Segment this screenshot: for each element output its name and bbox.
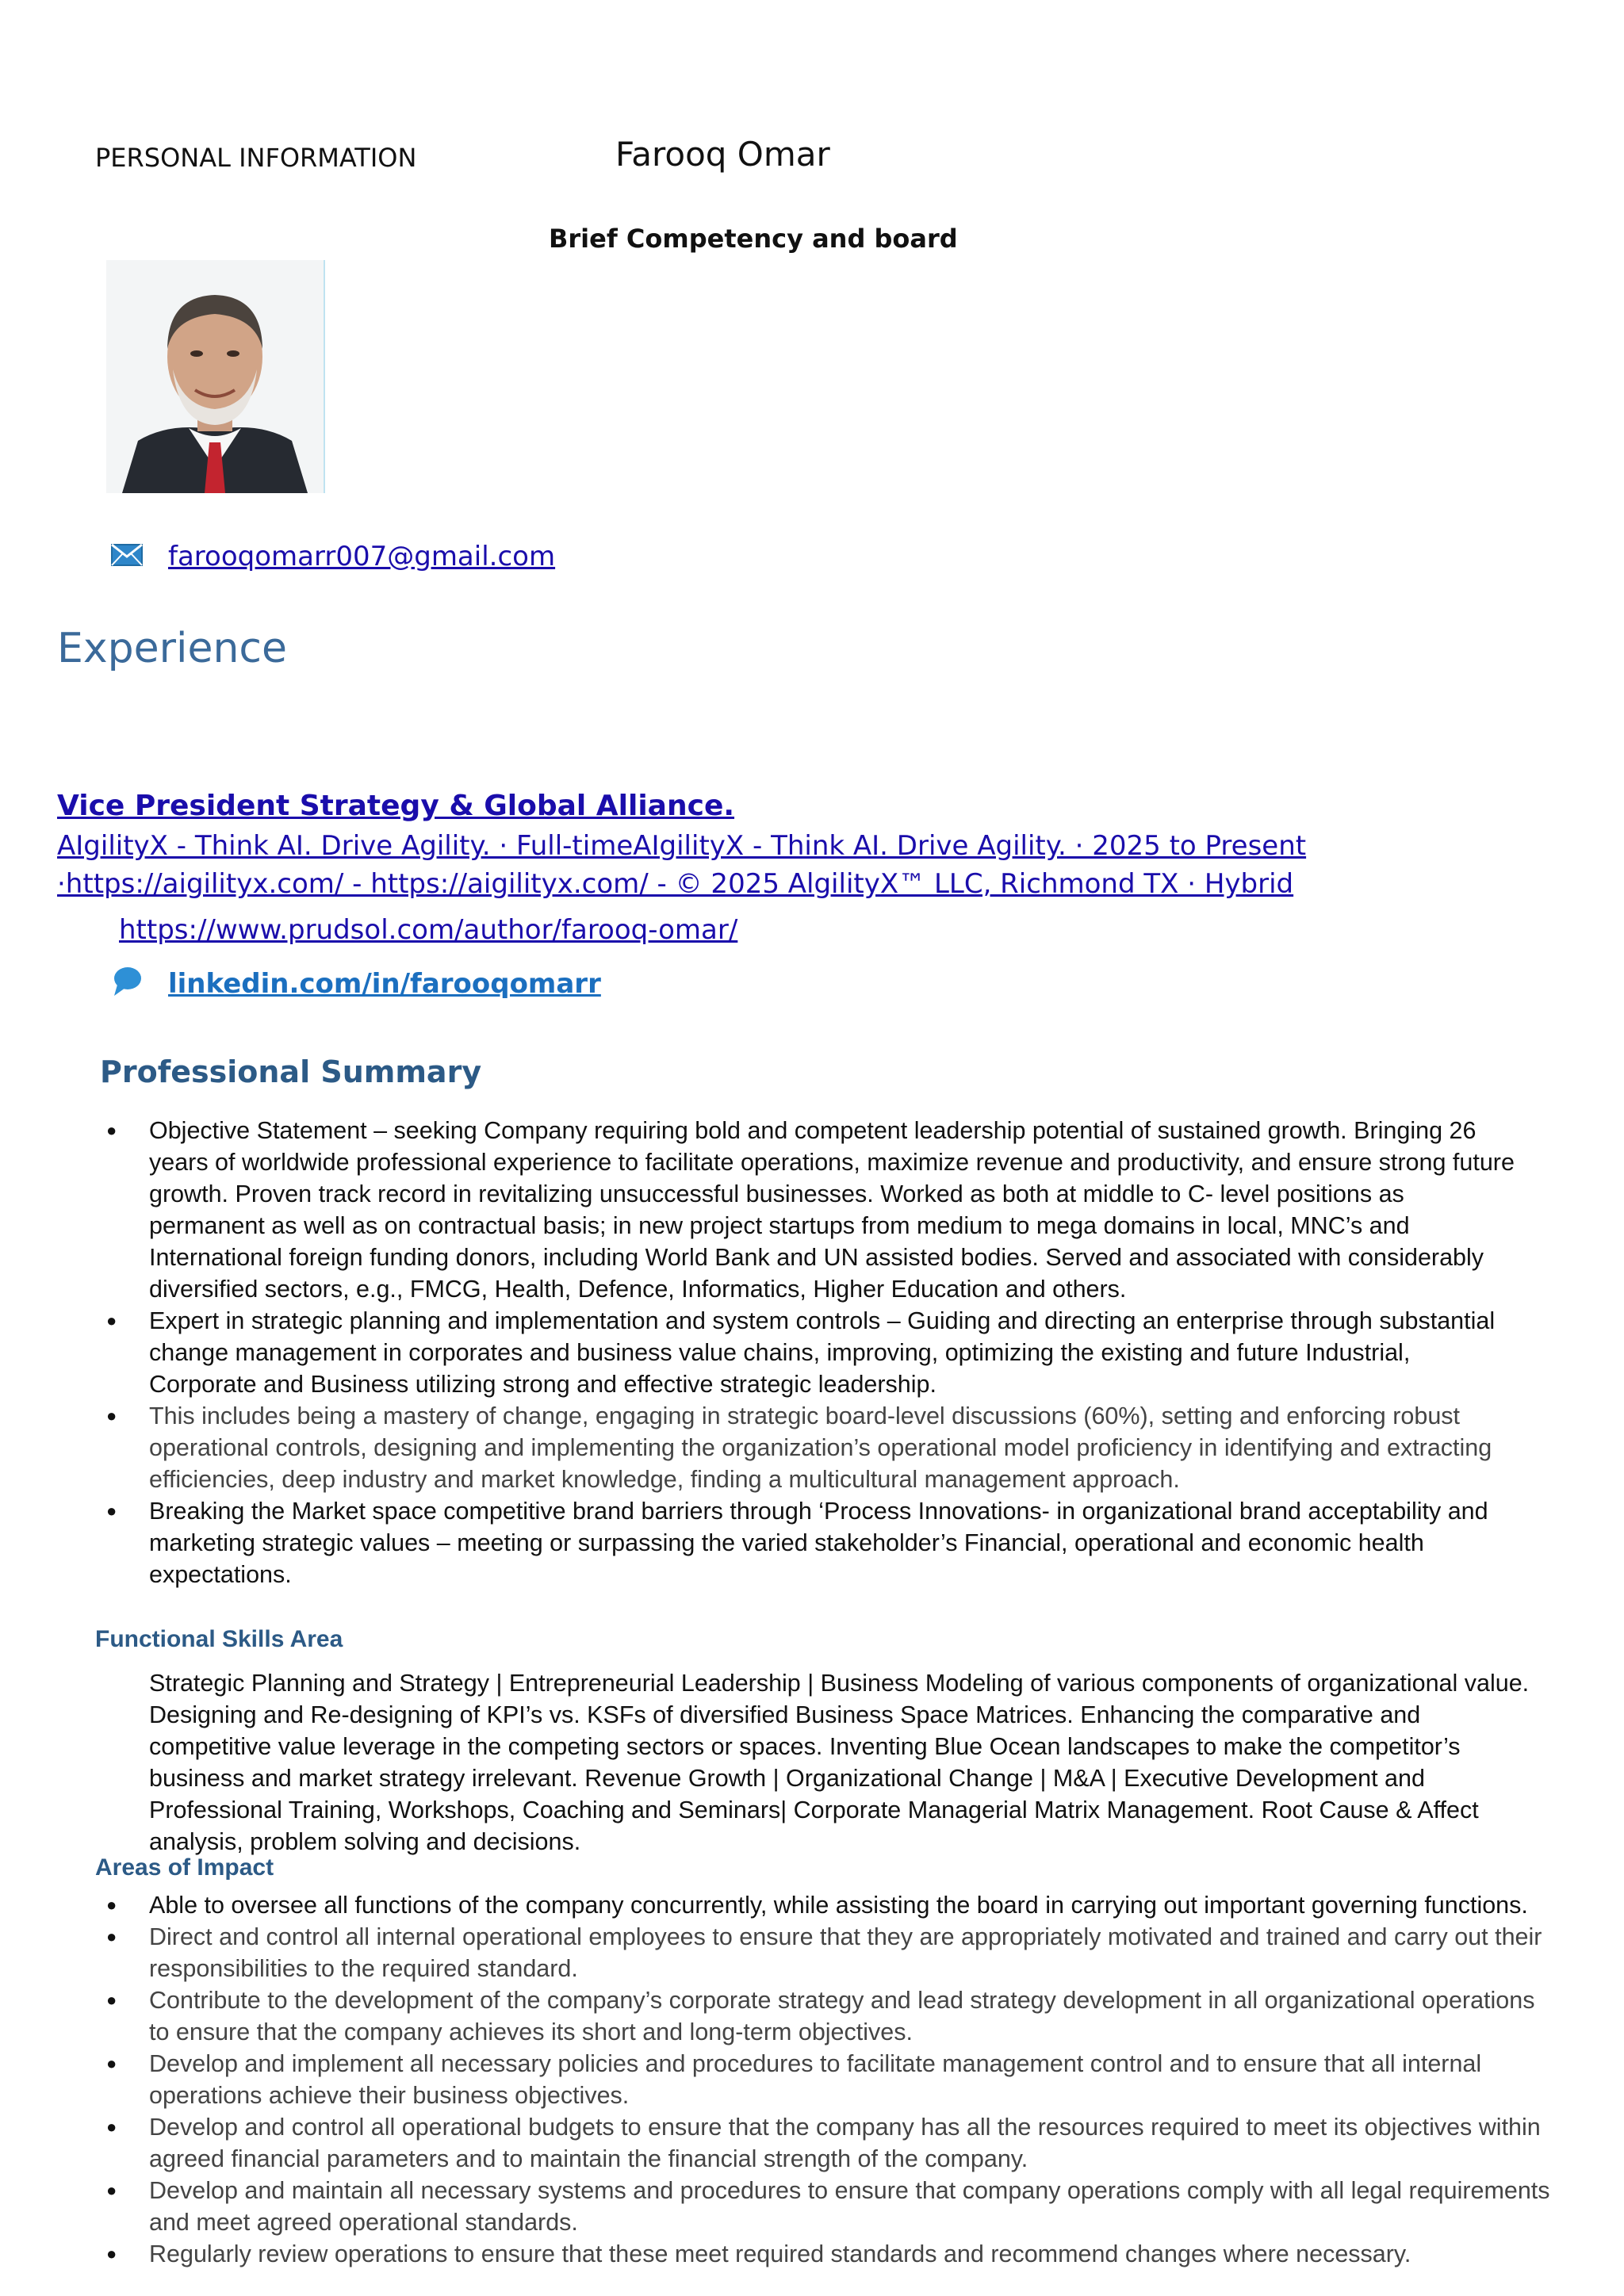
email-row [111, 541, 555, 572]
professional-summary-heading: Professional Summary [100, 1054, 482, 1089]
impact-item: ● Develop and control all operational budgets to ensure that the company has all the resources required to meet its objectives within agreed financial parameters and to maintain the financial strength of the company. [95, 2111, 1554, 2175]
areas-of-impact-list [95, 1889, 1554, 2270]
summary-item: ● This includes being a mastery of change, engaging in strategic board-level discussions (60%), setting and enforcing robust operational controls, designing and implementing the organization’s operational model proficiency in identifying and extracting efficiencies, deep industry and market knowledge, finding a multicultural management approach. [95, 1400, 1522, 1495]
profile-name: Farooq Omar [615, 135, 830, 174]
job-title-link[interactable]: Vice President Strategy & Global Alliance. [57, 790, 735, 822]
job-details-link[interactable]: AIgilityX - Think AI. Drive Agility. · Full-timeAIgilityX - Think AI. Drive Agility. · 2025 to Present ·https://aigilityx.com/ - https://aigilityx.com/ - © 2025 AlgilityX™ LLC, Richmond TX · Hybrid [57, 830, 1307, 900]
speech-bubble-icon [111, 966, 143, 1001]
envelope-icon [111, 544, 143, 570]
impact-item: ● Develop and implement all necessary policies and procedures to facilitate management control and to ensure that all internal operations achieve their business objectives. [95, 2048, 1554, 2111]
areas-of-impact-heading: Areas of Impact [95, 1854, 274, 1881]
professional-summary-list [95, 1115, 1522, 1590]
impact-item: ● Develop and maintain all necessary systems and procedures to ensure that company operations comply with all legal requirements and meet agreed operational standards. [95, 2175, 1554, 2238]
summary-item: ● Expert in strategic planning and implementation and system controls – Guiding and directing an enterprise through substantial change management in corporates and business value chains, improving, optimizing the existing and future Industrial, Corporate and Business utilizing strong and effective strategic leadership. [95, 1305, 1522, 1400]
personal-information-label: PERSONAL INFORMATION [95, 143, 417, 173]
impact-item: ● Direct and control all internal operational employees to ensure that they are appropriately motivated and trained and carry out their responsibilities to the required standard. [95, 1921, 1554, 1984]
functional-skills-heading: Functional Skills Area [95, 1626, 343, 1652]
profile-photo [106, 260, 325, 493]
summary-item: ● Objective Statement – seeking Company requiring bold and competent leadership potential of sustained growth. Bringing 26 years of worldwide professional experience to facilitate operations, maximize revenue and productivity, and ensure strong future growth. Proven track record in revitalizing unsuccessful businesses. Worked as both at middle to C- level positions as permanent as well as on contractual basis; in new project startups from medium to mega domains in local, MNC’s and International foreign funding donors, including World Bank and UN assisted bodies. Served and associated with considerably diversified sectors, e.g., FMCG, Health, Defence, Informatics, Higher Education and others. [95, 1115, 1522, 1305]
impact-item: ● Able to oversee all functions of the company concurrently, while assisting the board in carrying out important governing functions. [95, 1889, 1554, 1921]
functional-skills-text: Strategic Planning and Strategy | Entrepreneurial Leadership | Business Modeling of various components of organizational value. Designing and Re-designing of KPI’s vs. KSFs of diversified Business Space Matrices. Enhancing the comparative and competitive value leverage in the competing sectors or spaces. Inventing Blue Ocean landscapes to make the competitor’s business and market strategy irrelevant. Revenue Growth | Organizational Change | M&A | Executive Development and Professional Training, Workshops, Coaching and Seminars| Corporate Managerial Matrix Management. Root Cause & Affect analysis, problem solving and decisions. [149, 1670, 1530, 1855]
experience-heading: Experience [57, 625, 287, 672]
portrait-image [106, 260, 324, 493]
summary-item: ● Breaking the Market space competitive brand barriers through ‘Process Innovations- in organizational brand acceptability and marketing strategic values – meeting or surpassing the varied stakeholder’s Financial, operational and economic health expectations. [95, 1495, 1522, 1590]
linkedin-link[interactable]: linkedin.com/in/farooqomarr [168, 967, 601, 1000]
impact-item: ● Contribute to the development of the company’s corporate strategy and lead strategy development in all organizational operations to ensure that the company achieves its short and long-term objectives. [95, 1984, 1554, 2048]
impact-item: ● Regularly review operations to ensure that these meet required standards and recommend changes where necessary. [95, 2238, 1554, 2270]
document-subtitle: Brief Competency and board [549, 224, 958, 254]
author-profile-link[interactable]: https://www.prudsol.com/author/farooq-omar/ [119, 914, 738, 946]
linkedin-row [111, 966, 601, 1001]
email-link[interactable]: farooqomarr007@gmail.com [168, 541, 556, 572]
